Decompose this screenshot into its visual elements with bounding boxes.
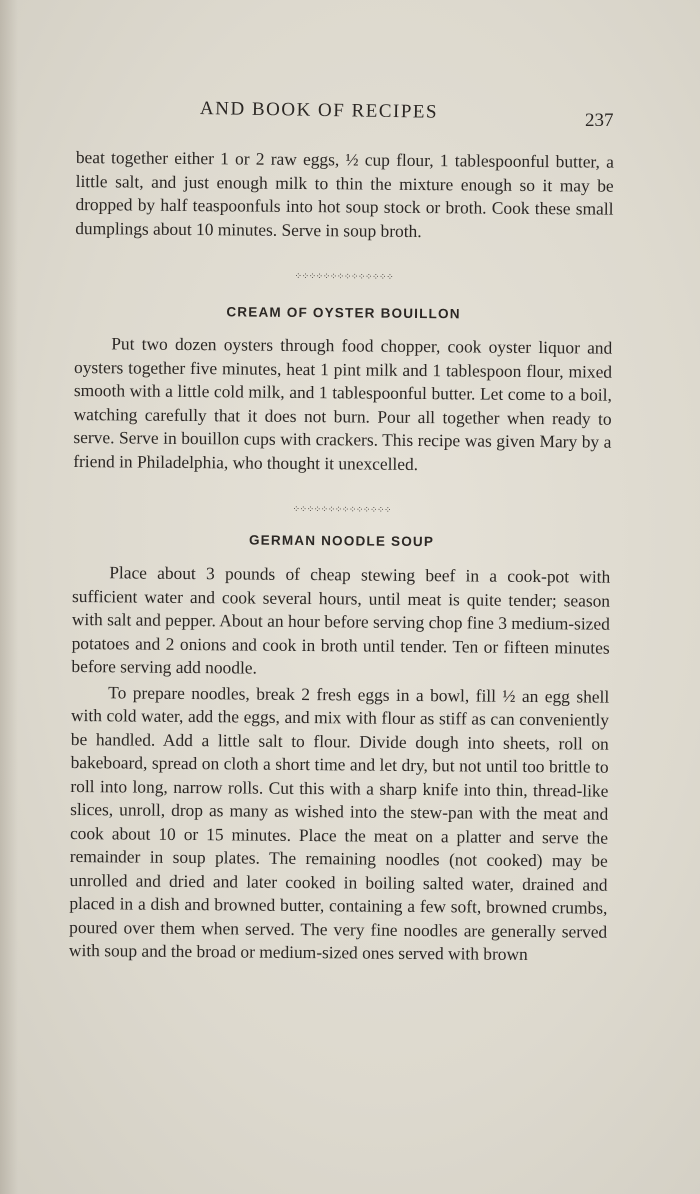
page-number: 237 xyxy=(585,110,614,131)
recipe-paragraph: To prepare noodles, break 2 fresh eggs in a bowl, fill ½ an egg shell with cold water, add the eggs, and mix with flour as stiff as can conveniently be handled. Add a little salt to flour. Divide dough into sheets, roll on bakeboard, spread on cloth a short time and let dry, but not until too brittle to roll into long, narrow rolls. Cut this with a sharp knife into thin, thread-like slices, unroll, drop as many as wished into the stew-pan with the meat and cook about 10 or 15 minutes. Place the meat on a platter and serve the remainder in soup plates. The remaining noodles (not cooked) may be unrolled and dried and later cooked in boiling salted water, drained and placed in a dish and browned butter, containing a few soft, browned crumbs, poured over them when served. The very fine noodles are generally served with soup and the broad or medium-sized ones served with brown xyxy=(68,681,610,964)
recipe-paragraph: Put two dozen oysters through food chopper, cook oyster liquor and oysters together five minutes, heat 1 pint milk and 1 tablespoon flour, mixed smooth with a little cold milk, and 1 tablespoonful butter. Let come to a boil, watching carefully that it does not burn. Pour all together when ready to serve. Serve in bouillon cups with crackers. This recipe was given Mary by a friend in Philadelphia, who thought it unexcelled. xyxy=(73,333,613,474)
ornament-divider: ⁘⁘⁘⁘⁘⁘⁘⁘⁘⁘⁘⁘⁘⁘ xyxy=(294,271,394,283)
recipe-title-oyster-bouillon: CREAM OF OYSTER BOUILLON xyxy=(226,304,461,322)
recipe-paragraph: Place about 3 pounds of cheap stewing beef in a cook-pot with sufficient water and cook several hours, until meat is quite tender; season with salt and pepper. About an hour before serving chop fine 3 medium-sized potatoes and 2 onions and cook in broth until tender. Ten or fifteen minutes before serving add noodle. xyxy=(71,562,611,678)
ornament-divider: ⁘⁘⁘⁘⁘⁘⁘⁘⁘⁘⁘⁘⁘⁘ xyxy=(292,504,392,516)
intro-paragraph: beat together either 1 or 2 raw eggs, ½ cup flour, 1 tablespoonful butter, a little salt, and just enough milk to thin the mixture enough so it may be dropped by half teaspoonfuls into hot soup stock or broth. Cook these small dumplings about 10 minutes. Serve in soup broth. xyxy=(75,146,614,241)
recipe-title-german-noodle-soup: GERMAN NOODLE SOUP xyxy=(248,532,435,550)
gutter-shadow xyxy=(0,0,18,1194)
running-head: AND BOOK OF RECIPES xyxy=(199,98,439,123)
page-body xyxy=(69,146,614,967)
